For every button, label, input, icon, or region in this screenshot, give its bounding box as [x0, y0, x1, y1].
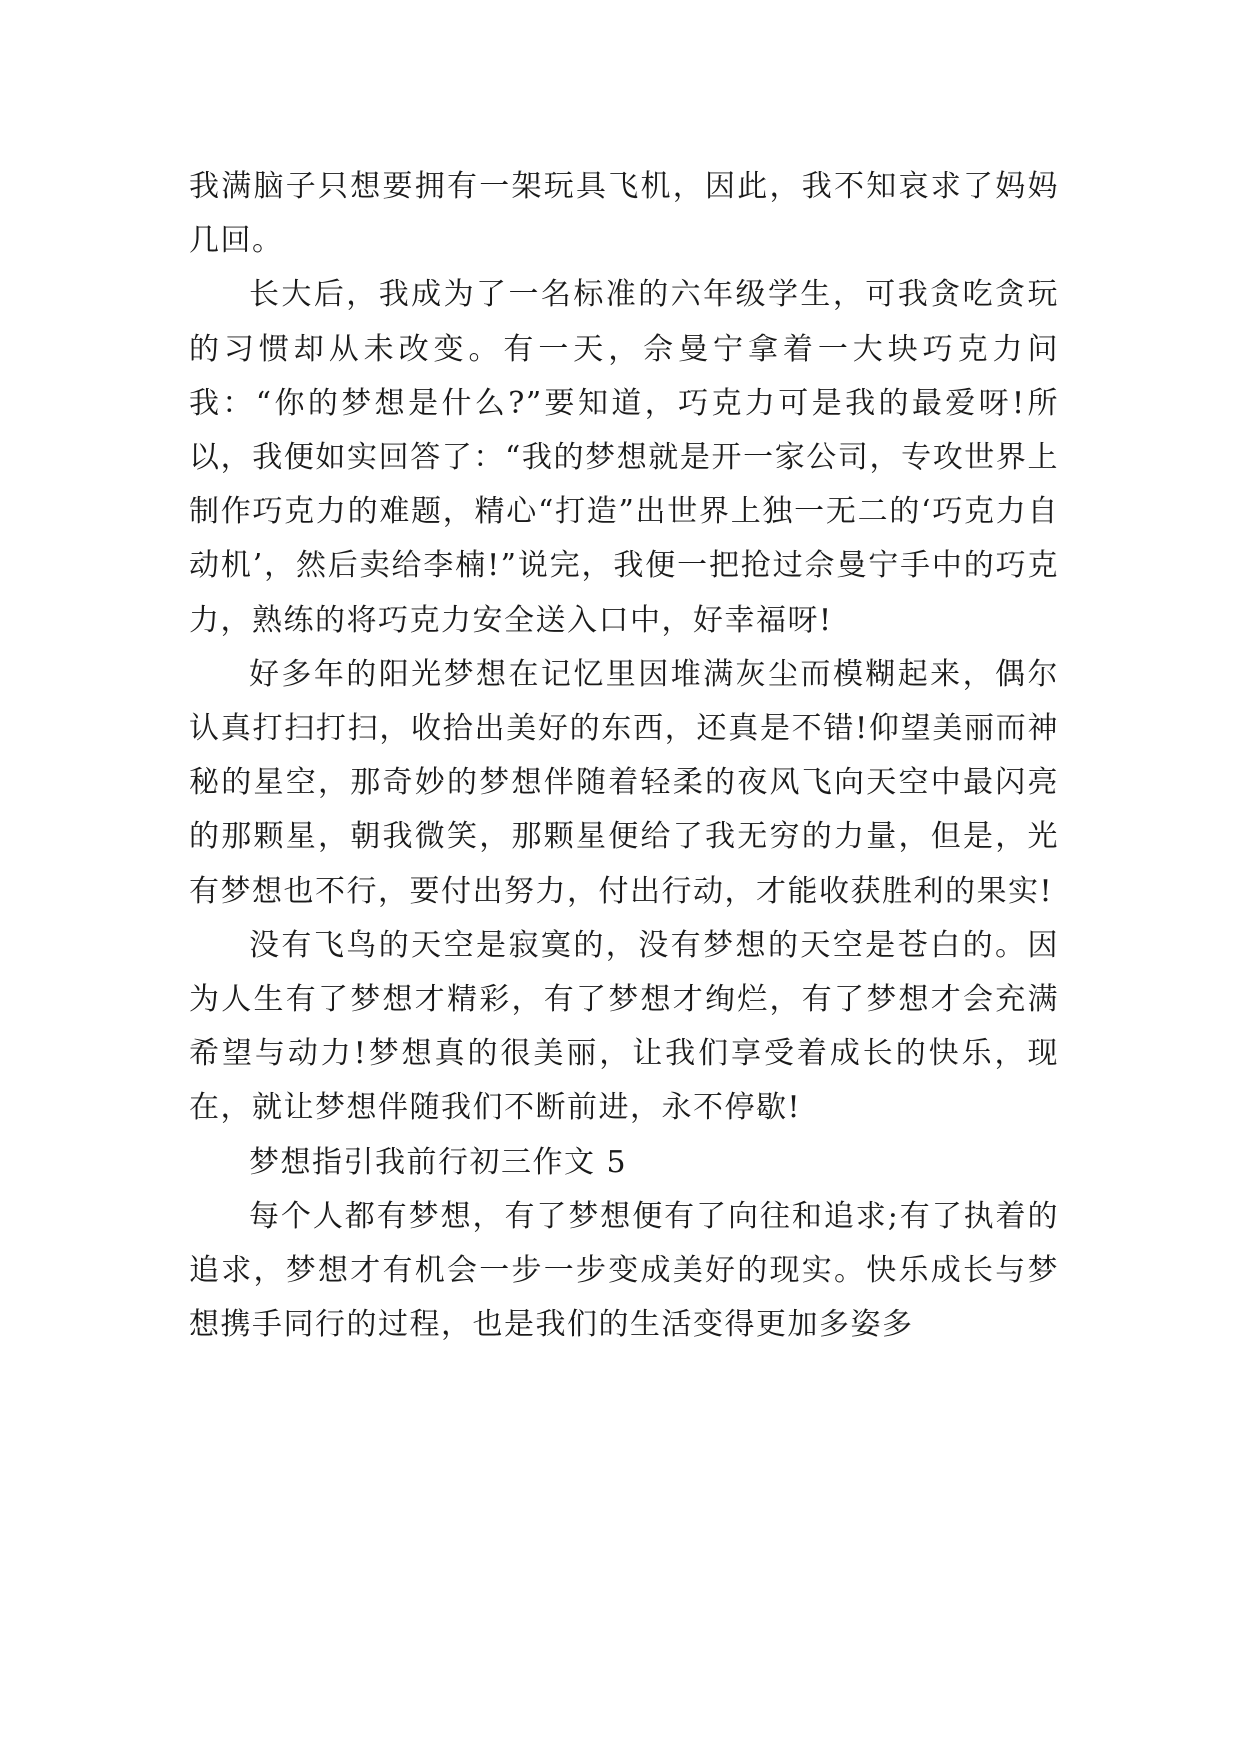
body-text — [189, 160, 1059, 1352]
paragraph-1: 我满脑子只想要拥有一架玩具飞机，因此，我不知哀求了妈妈几回。 — [189, 169, 1059, 259]
paragraph-2: 长大后，我成为了一名标准的六年级学生，可我贪吃贪玩的习惯却从未改变。有一天，佘曼宁拿着一大块巧克力问我：“你的梦想是什么?”要知道，巧克力可是我的最爱呀!所以，我便如实回答了：“我的梦想就是开一家公司，专攻世界上制作巧克力的难题，精心“打造”出世界上独一无二的‘巧克力自动机’，然后卖给李楠!”说完，我便一把抢过佘曼宁手中的巧克力，熟练的将巧克力安全送入口中，好幸福呀! — [189, 277, 1059, 638]
paragraph-4: 没有飞鸟的天空是寂寞的，没有梦想的天空是苍白的。因为人生有了梦想才精彩，有了梦想才绚烂，有了梦想才会充满希望与动力!梦想真的很美丽，让我们享受着成长的快乐，现在，就让梦想伴随我们不断前进，永不停歇! — [189, 927, 1059, 1126]
section-heading: 梦想指引我前行初三作文 5 — [249, 1144, 628, 1180]
paragraph-3: 好多年的阳光梦想在记忆里因堆满灰尘而模糊起来，偶尔认真打扫打扫，收拾出美好的东西，还真是不错!仰望美丽而神秘的星空，那奇妙的梦想伴随着轻柔的夜风飞向天空中最闪亮的那颗星，朝我微笑，那颗星便给了我无穷的力量，但是，光有梦想也不行，要付出努力，付出行动，才能收获胜利的果实! — [189, 656, 1059, 909]
paragraph-5: 每个人都有梦想，有了梦想便有了向往和追求;有了执着的追求，梦想才有机会一步一步变成美好的现实。快乐成长与梦想携手同行的过程，也是我们的生活变得更加多姿多 — [189, 1198, 1059, 1343]
